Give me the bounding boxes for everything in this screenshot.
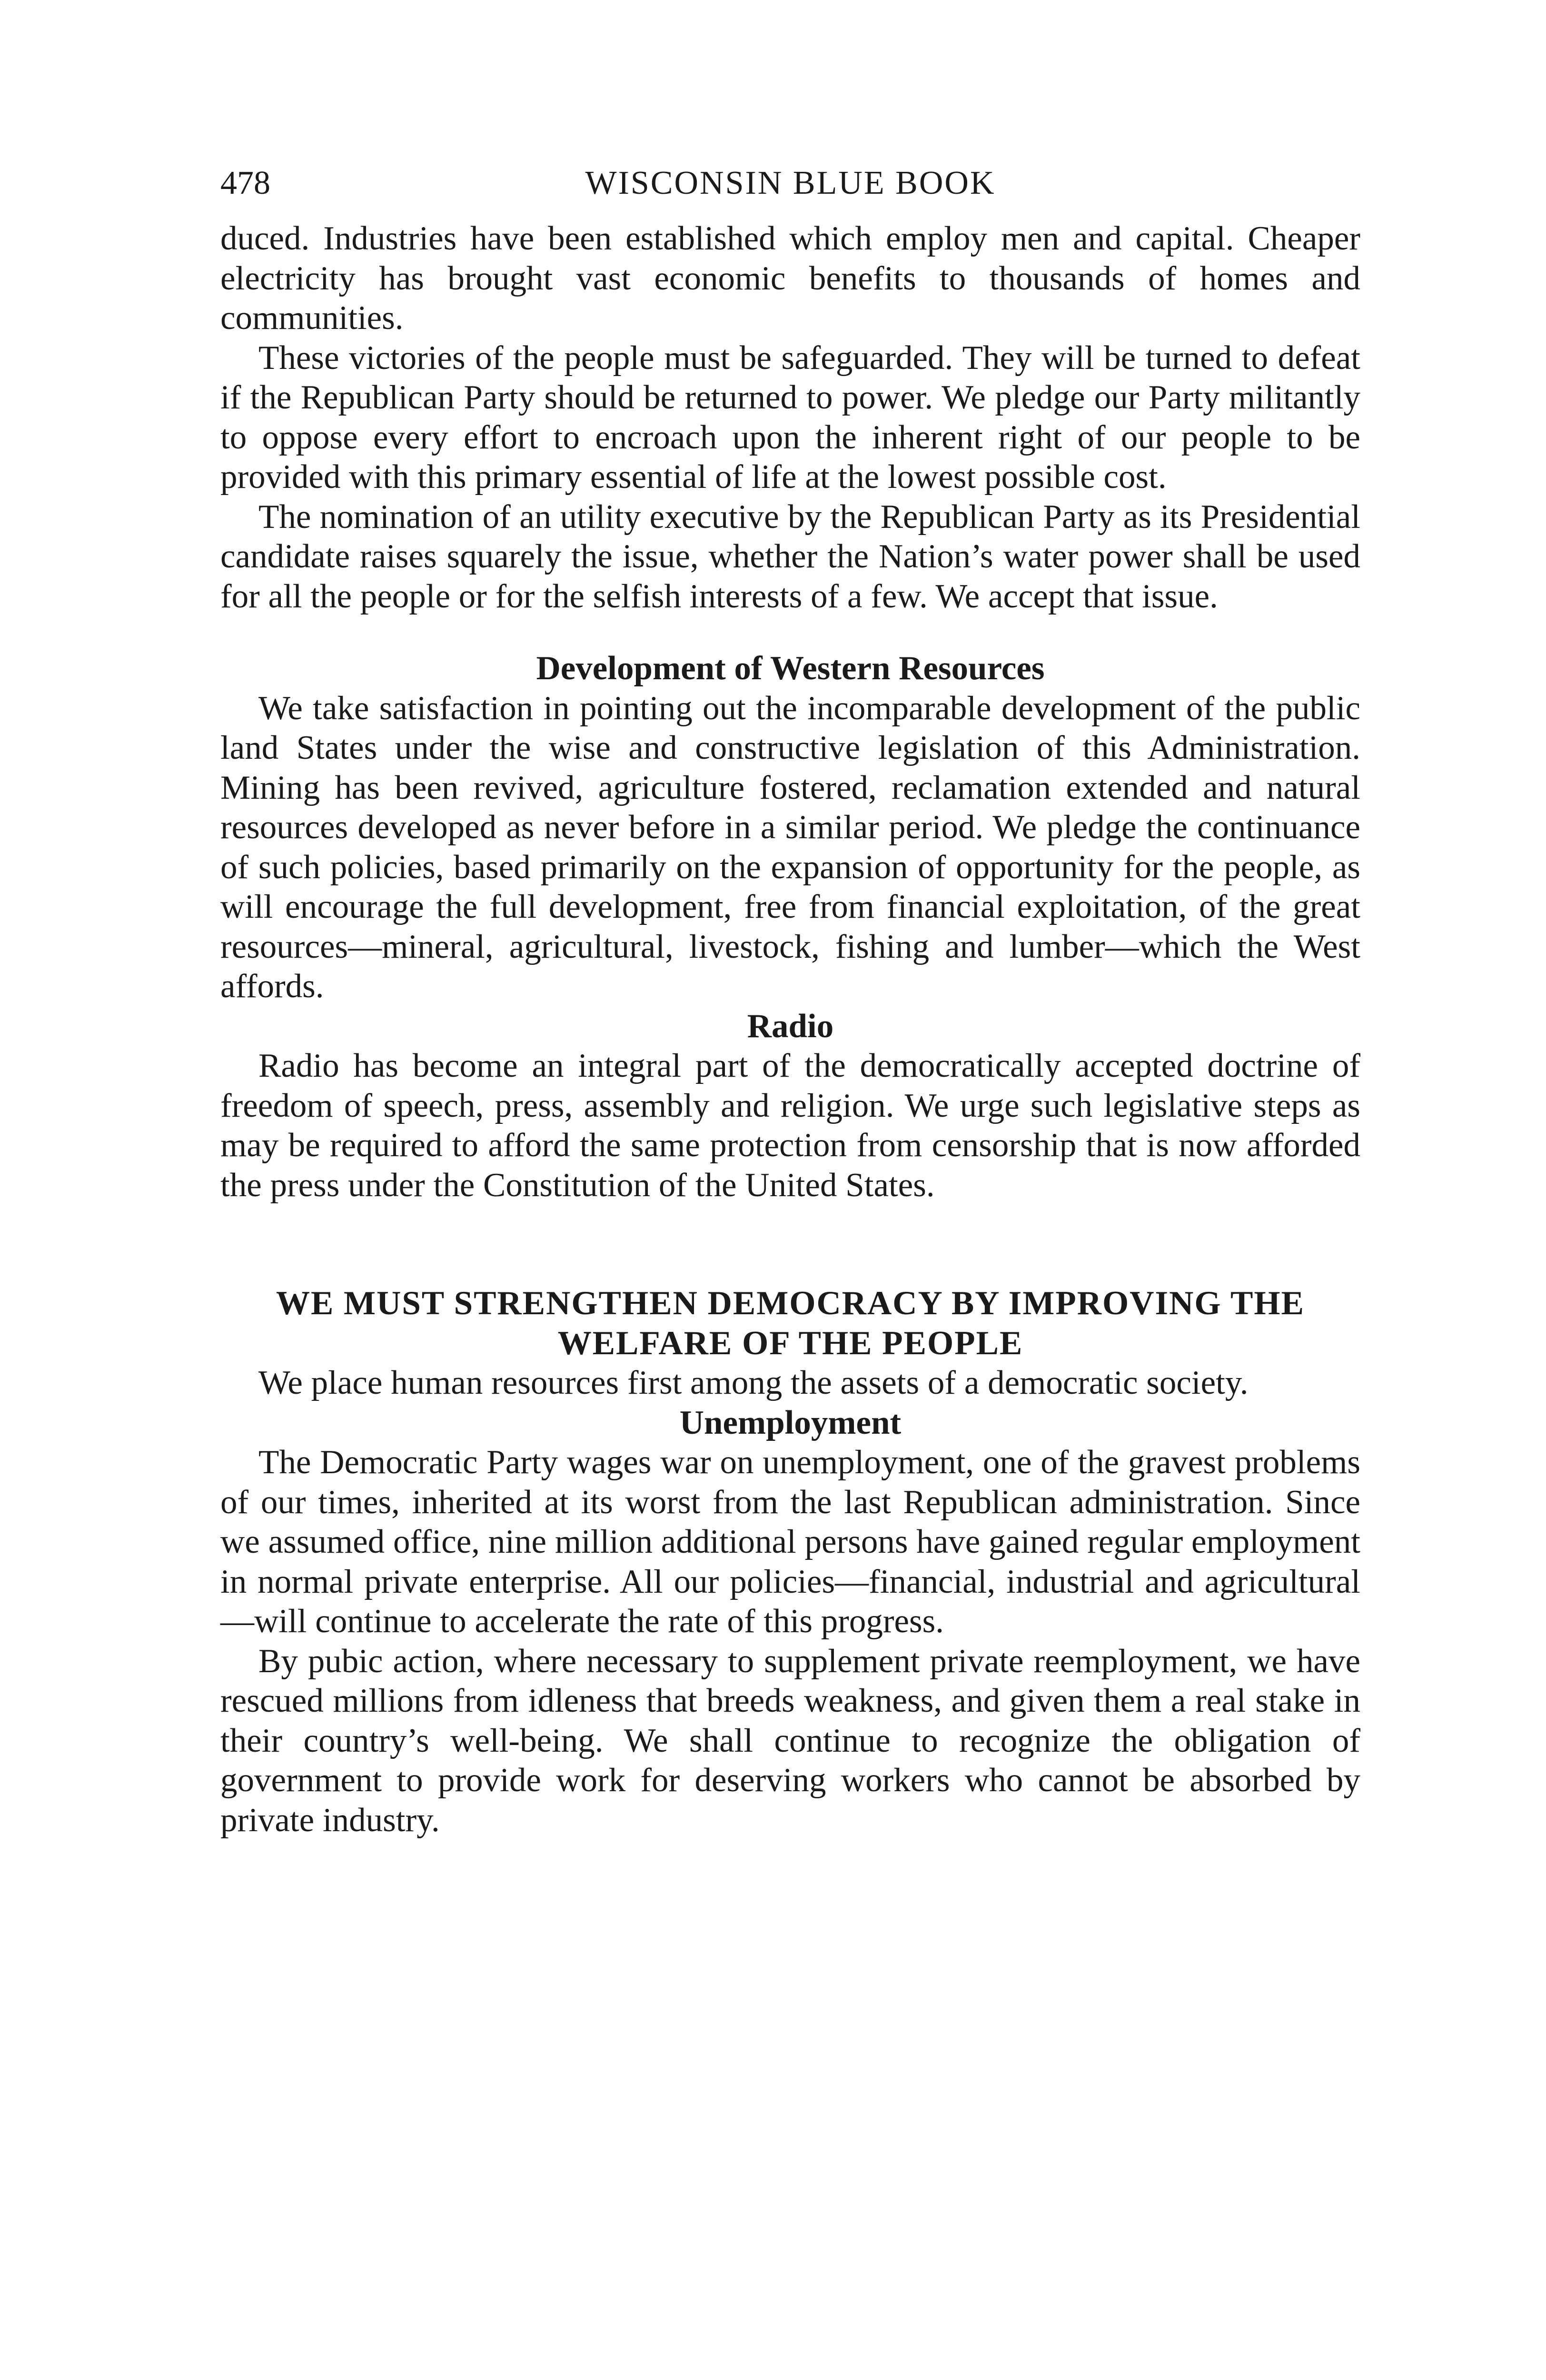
western-resources-paragraph: We take satisfaction in pointing out the incomparable development of the public land States under the wise and constructive legislation of this Administration. Mining has been revived, agriculture fostered, reclamation extended and natural resources developed as never before in a similar period. We pledge the continuance of such policies, based primarily on the expansion of opportunity for the people, as will encourage the full development, free from financial exploitation, of the great resources—mineral, agricultural, livestock, fishing and lumber—which the West affords. <box>220 689 1360 1005</box>
democracy-heading <box>220 1284 1360 1363</box>
unemployment-paragraph-1: The Democratic Party wages war on unemployment, one of the gravest problems of our times, inherited at its worst from the last Republican administration. Since we assumed office, nine million additional persons have gained regular employment in normal private enterprise. All our policies—financial, industrial and agricultural—will continue to accelerate the rate of this progress. <box>220 1444 1360 1640</box>
radio-heading: Radio <box>747 1007 834 1045</box>
radio-section <box>220 1007 1360 1206</box>
democracy-paragraph: We place human resources first among the assets of a democratic society. <box>258 1364 1249 1401</box>
unemployment-paragraph-2: By pubic action, where necessary to supplement private reemployment, we have rescued millions from idleness that breeds weakness, and given them a real stake in their country’s well-being. We shall continue to recognize the obligation of government to provide work for deserving workers who cannot be absorbed by private industry. <box>220 1642 1360 1839</box>
book-page <box>220 157 1360 1840</box>
running-header <box>220 157 1360 209</box>
democracy-heading-line-1: WE MUST STRENGTHEN DEMOCRACY BY IMPROVING THE <box>276 1285 1305 1322</box>
intro-section <box>220 219 1360 616</box>
democracy-section <box>220 1284 1360 1403</box>
western-resources-heading: Development of Western Resources <box>536 650 1045 687</box>
unemployment-section <box>220 1403 1360 1841</box>
western-resources-section <box>220 649 1360 1007</box>
democracy-heading-line-2: WELFARE OF THE PEOPLE <box>557 1324 1023 1362</box>
page-number: 478 <box>220 165 270 201</box>
radio-paragraph: Radio has become an integral part of the democratically accepted doctrine of freedom of speech, press, assembly and religion. We urge such legislative steps as may be required to afford the same protection from censorship that is now afforded the press under the Constitution of the United States. <box>220 1047 1360 1204</box>
unemployment-heading: Unemployment <box>679 1404 902 1441</box>
intro-paragraph-2: These victories of the people must be safeguarded. They will be turned to defeat if the Republican Party should be returned to power. We pledge our Party militantly to oppose every effort to encroach upon the inherent right of our people to be provided with this primary essential of life at the lowest possible cost. <box>220 339 1360 496</box>
running-title: WISCONSIN BLUE BOOK <box>585 165 996 201</box>
intro-paragraph-3: The nomination of an utility executive by the Republican Party as its Presidential candidate raises squarely the issue, whether the Nation’s water power shall be used for all the people or for the selfish interests of a few. We accept that issue. <box>220 498 1360 615</box>
intro-paragraph-1: duced. Industries have been established which employ men and capital. Cheaper electricity has brought vast economic benefits to thousands of homes and communities. <box>220 220 1360 337</box>
